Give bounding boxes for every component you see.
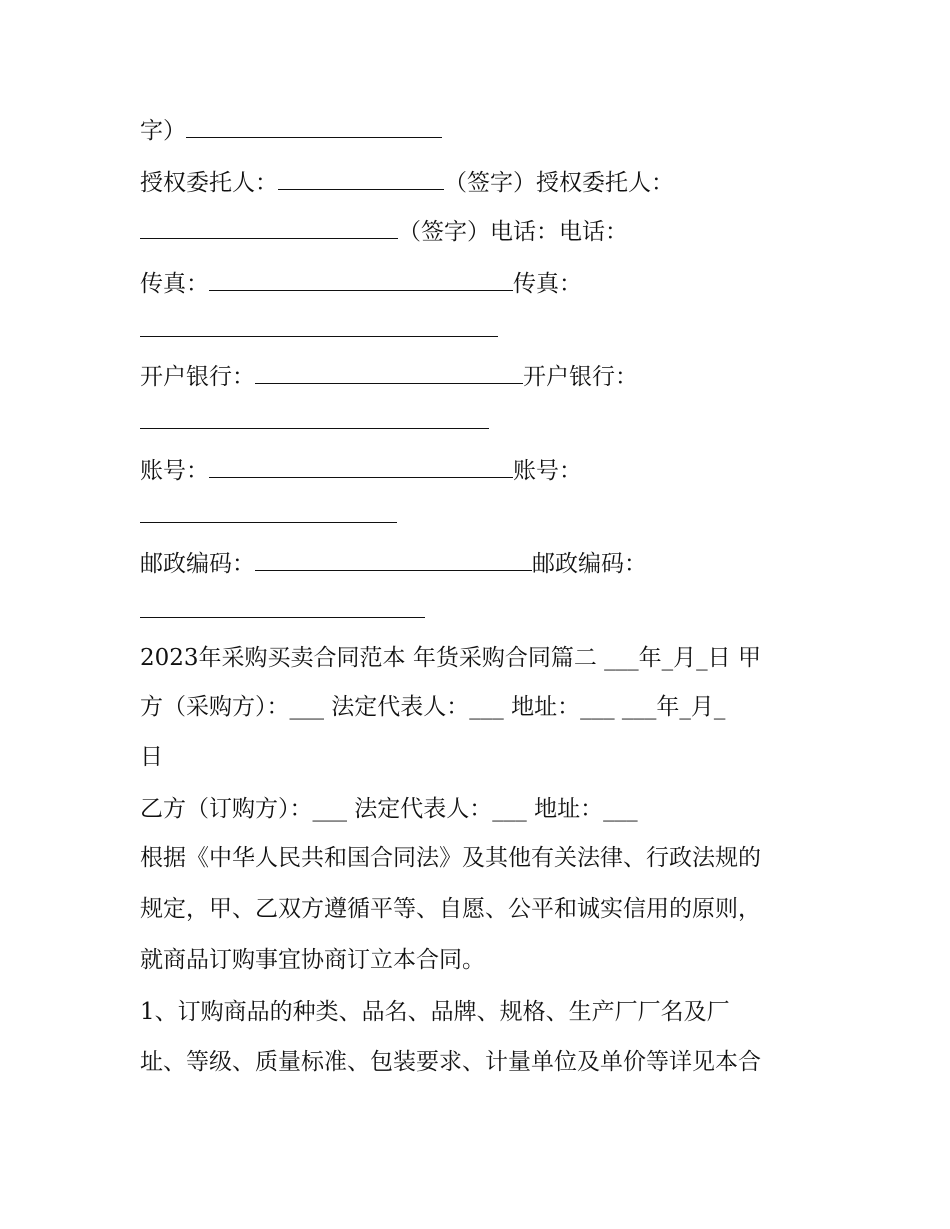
contract-para-4: 乙方（订购方）：___ 法定代表人：___ 地址：___ [140, 796, 638, 822]
account-blank-a [209, 455, 513, 478]
bank-line [140, 361, 638, 391]
account-label-a: 账号： [140, 458, 209, 484]
postcode-blank-a [255, 548, 532, 571]
fax-line [140, 268, 582, 298]
contract-para-1: 2023年采购买卖合同范本 年货采购合同篇二 ___年_月_日 甲 [140, 645, 761, 671]
contract-para-2: 方（采购方）：___ 法定代表人：___ 地址：___ ___年_月_ [140, 694, 726, 720]
postcode-label-b: 邮政编码： [532, 551, 647, 577]
agent-blank-b [140, 216, 398, 239]
fax-label-b: 传真： [513, 271, 582, 297]
agent-label-a: 授权委托人： [140, 170, 278, 196]
bank-blank-line [140, 406, 489, 436]
postcode-line [140, 548, 647, 578]
contract-para-7: 就商品订购事宜协商订立本合同。 [140, 947, 485, 973]
signature-line-continued [140, 115, 442, 145]
postcode-label-a: 邮政编码： [140, 551, 255, 577]
fax-label-a: 传真： [140, 271, 209, 297]
postcode-blank-line [140, 595, 425, 625]
account-blank-b [140, 500, 397, 523]
contract-para-3: 日 [140, 744, 163, 770]
contract-para-6: 规定，甲、乙双方遵循平等、自愿、公平和诚实信用的原则， [140, 896, 761, 922]
contract-para-5: 根据《中华人民共和国合同法》及其他有关法律、行政法规的 [140, 845, 761, 871]
contract-para-9: 址、等级、质量标准、包装要求、计量单位及单价等详见本合 [140, 1049, 761, 1075]
contract-para-8: 1、订购商品的种类、品名、品牌、规格、生产厂厂名及厂 [140, 999, 730, 1025]
fax-blank-line [140, 314, 498, 344]
fax-blank-b [140, 314, 498, 337]
bank-label-a: 开户银行： [140, 364, 255, 390]
bank-label-b: 开户银行： [523, 364, 638, 390]
postcode-blank-b [140, 595, 425, 618]
account-blank-line [140, 500, 397, 530]
account-line [140, 455, 582, 485]
signature-label-end: 字） [140, 118, 186, 144]
phone-label: （签字）电话：电话： [398, 219, 628, 245]
agent-blank-a [278, 167, 444, 190]
bank-blank-b [140, 406, 489, 429]
authorized-agent-line [140, 167, 674, 197]
fax-blank-a [209, 268, 513, 291]
account-label-b: 账号： [513, 458, 582, 484]
signature-blank [186, 115, 442, 138]
agent-label-b: （签字）授权委托人： [444, 170, 674, 196]
bank-blank-a [255, 361, 523, 384]
agent-phone-line [140, 216, 628, 246]
